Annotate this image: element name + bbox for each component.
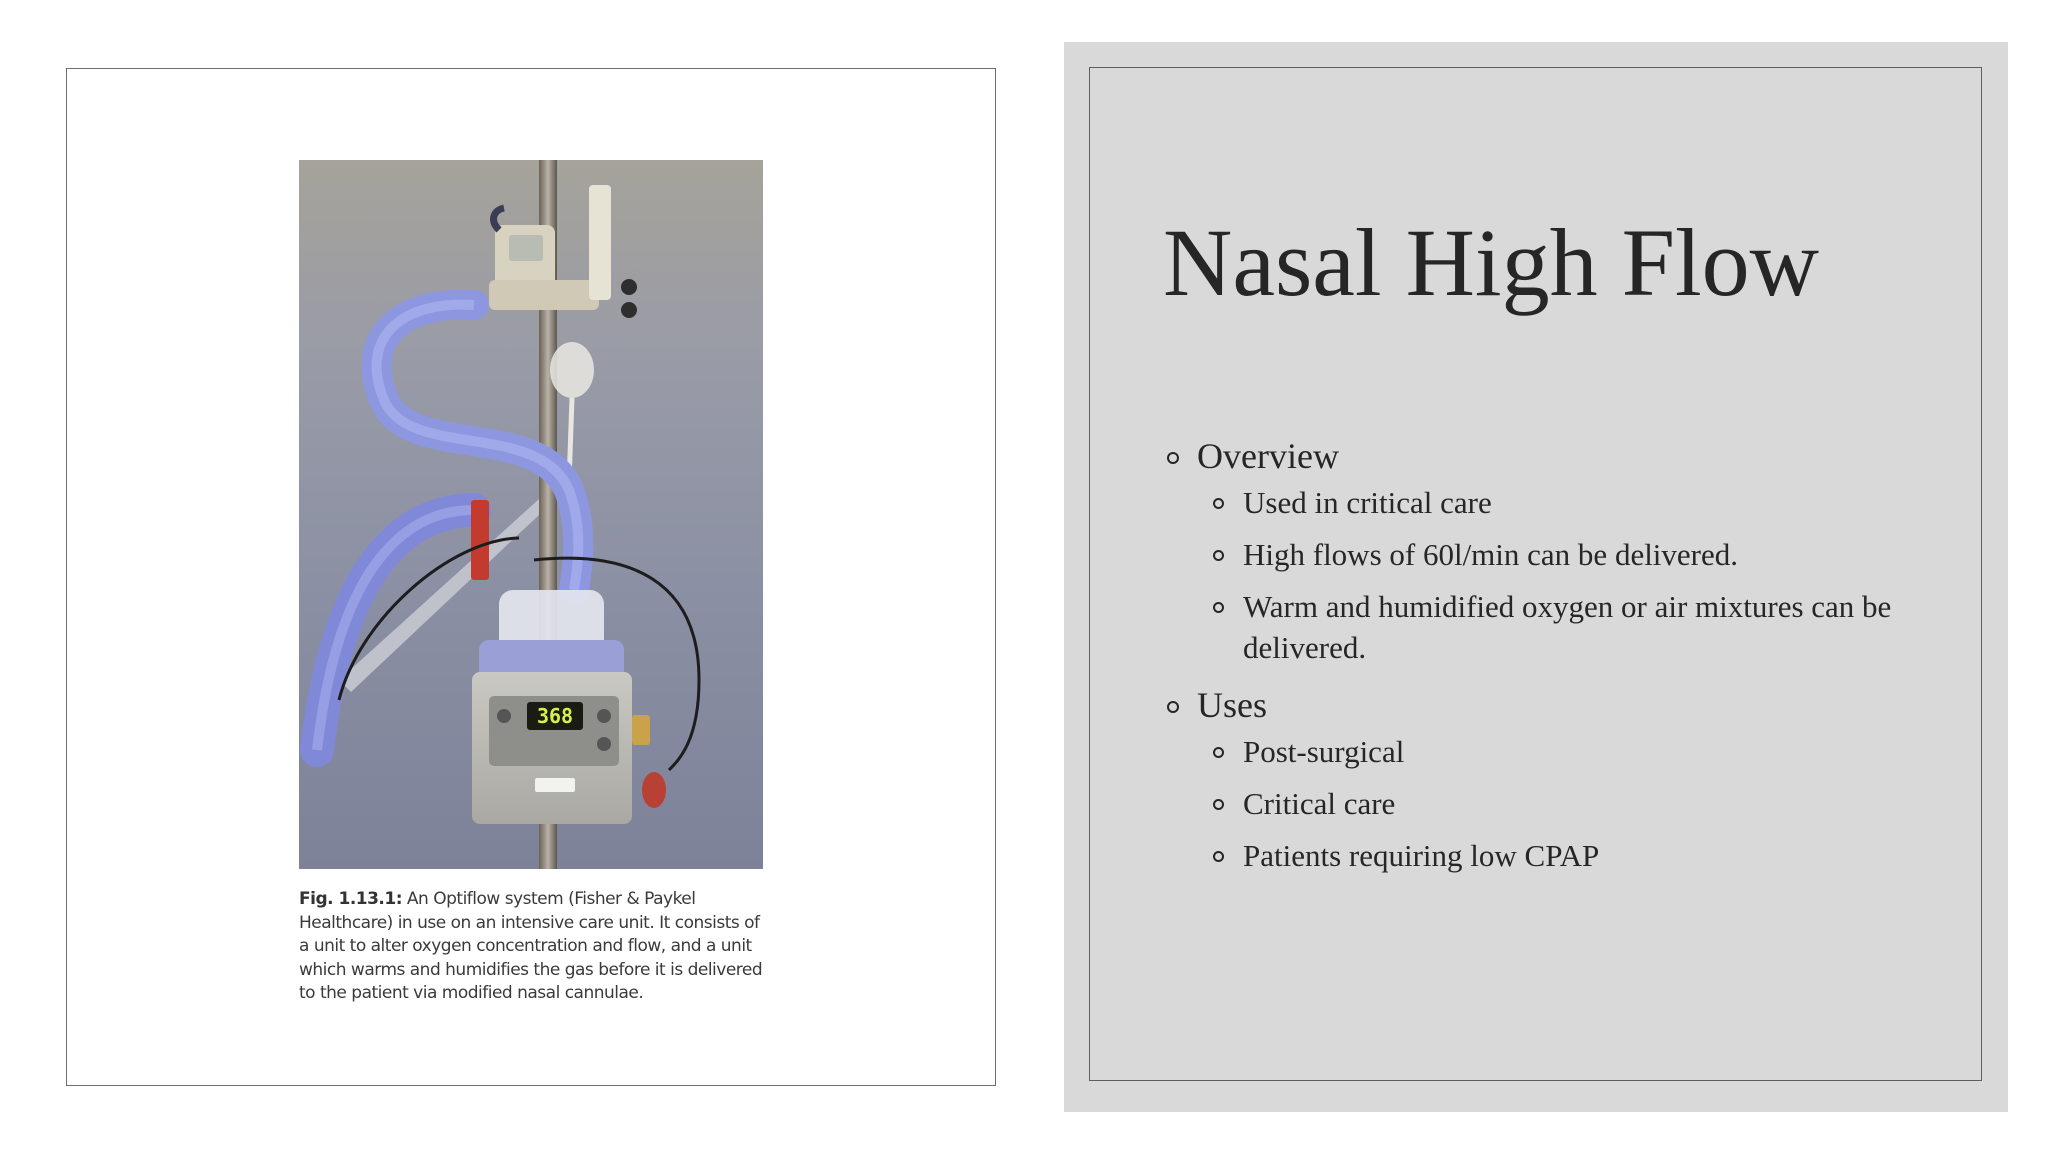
bullet-item: Warm and humidified oxygen or air mixtures can be delivered. xyxy=(1209,586,1903,668)
slide-title: Nasal High Flow xyxy=(1163,209,1819,316)
bullet-uses: Uses xyxy=(1163,679,1903,731)
bullet-overview: Overview xyxy=(1163,430,1903,482)
optiflow-photo xyxy=(299,160,763,869)
figure-caption-label: Fig. 1.13.1: xyxy=(299,889,403,909)
figure-caption-text: An Optiflow system (Fisher & Paykel Healthcare) in use on an intensive care unit. It consists of a unit to alter oxygen concentration and flow, and a unit which warms and humidifies the gas before it is delivered to the patient via modified nasal cannulae. xyxy=(299,889,763,1003)
bullet-item: Used in critical care xyxy=(1209,482,1903,523)
bullet-list xyxy=(1163,430,1903,887)
bullet-item: Post-surgical xyxy=(1209,731,1903,772)
bullet-item: Critical care xyxy=(1209,783,1903,824)
bullet-item: Patients requiring low CPAP xyxy=(1209,835,1903,876)
figure-caption xyxy=(299,888,769,1006)
humidifier-display-value: 368 xyxy=(536,704,574,728)
bullet-item: High flows of 60l/min can be delivered. xyxy=(1209,534,1903,575)
